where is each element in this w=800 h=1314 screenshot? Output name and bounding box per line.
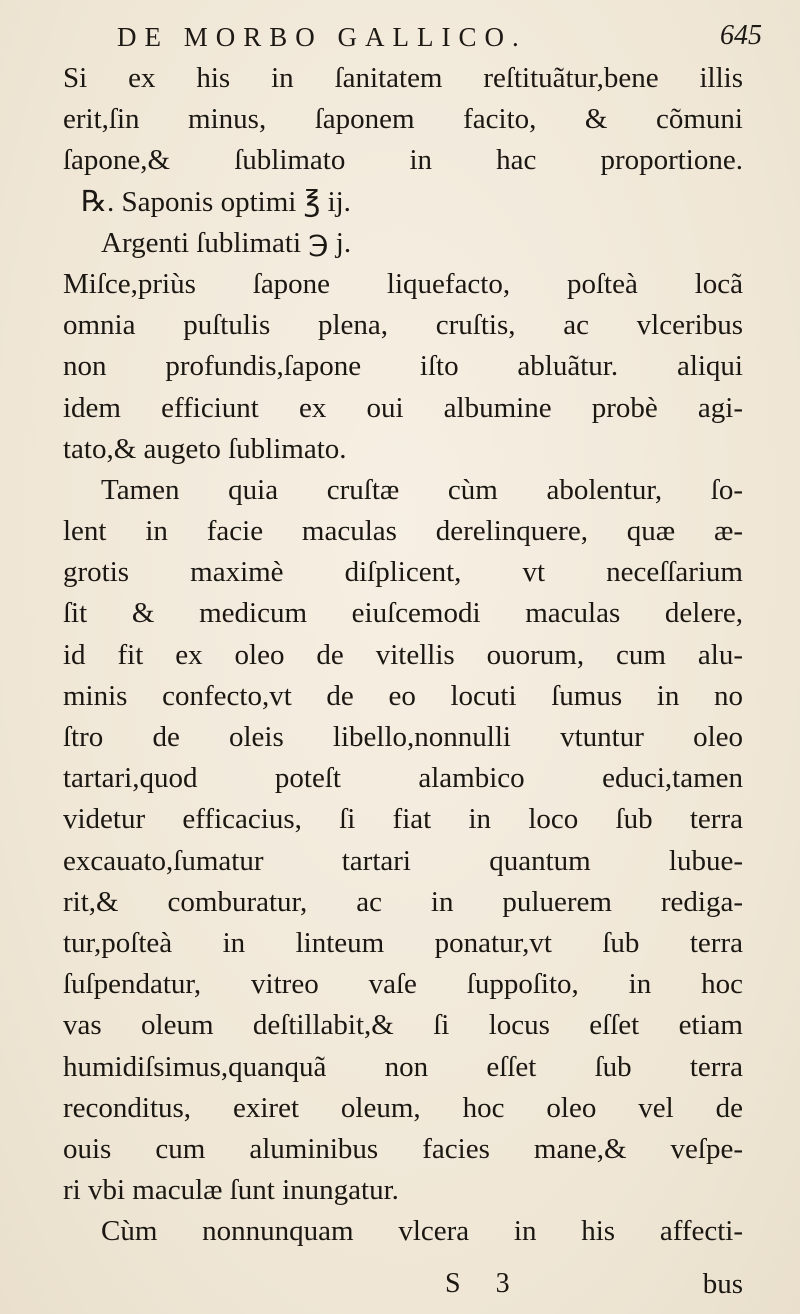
catchword: bus <box>702 1268 743 1300</box>
text-line: excauato,ſumatur tartari quantum lubue- <box>63 844 743 877</box>
paragraph-start-line: Cùm nonnunquam vlcera in his affecti- <box>101 1215 743 1248</box>
text-line: minis confecto,vt de eo locuti ſumus in no <box>63 679 743 712</box>
text-line: tato,& augeto ſublimato. <box>63 432 347 465</box>
recipe-line: ℞. Saponis optimi ℥ ij. <box>81 185 351 218</box>
text-line: humidiſsimus,quanquã non eſſet ſub terra <box>63 1050 743 1083</box>
text-line: Si ex his in ſanitatem reſtituãtur,bene illis <box>63 62 743 94</box>
text-line: non profundis,ſapone iſto abluãtur. aliqui <box>63 350 743 383</box>
running-head <box>62 14 772 58</box>
text-line: id fit ex oleo de vitellis ouorum, cum alu- <box>63 638 743 671</box>
text-line: ouis cum aluminibus facies mane,& veſpe- <box>63 1132 743 1165</box>
text-line: ſtro de oleis libello,nonnulli vtuntur oleo <box>63 721 743 753</box>
paragraph-start-line: Tamen quia cruſtæ cùm abolentur, ſo- <box>101 473 743 506</box>
text-line: ſit & medicum eiuſcemodi maculas delere, <box>63 597 743 630</box>
text-line: ſuſpendatur, vitreo vaſe ſuppoſito, in hoc <box>63 968 743 1001</box>
signature-mark: S 3 <box>445 1268 524 1299</box>
text-line: ſapone,& ſublimato in hac proportione. <box>63 144 743 177</box>
text-line: tartari,quod poteſt alambico educi,tamen <box>63 762 743 795</box>
page-number: 645 <box>720 20 762 51</box>
text-line: videtur efficacius, ſi fiat in loco ſub terra <box>63 803 743 836</box>
text-line: Miſce,priùs ſapone liquefacto, poſteà locã <box>63 267 743 300</box>
running-title: DE MORBO GALLICO. <box>117 22 527 52</box>
text-line: tur,poſteà in linteum ponatur,vt ſub terra <box>63 926 743 959</box>
text-line: omnia puſtulis plena, cruſtis, ac vlceribus <box>63 309 743 342</box>
text-line: lent in facie maculas derelinquere, quæ æ- <box>63 515 743 548</box>
text-line: reconditus, exiret oleum, hoc oleo vel de <box>63 1091 743 1124</box>
text-line: ri vbi maculæ ſunt inungatur. <box>63 1174 399 1207</box>
page-footer <box>63 1268 743 1308</box>
text-line: vas oleum deſtillabit,& ſi locus eſſet etiam <box>63 1009 743 1042</box>
text-line: erit,ſin minus, ſaponem facito, & cõmuni <box>63 103 743 136</box>
text-line: grotis maximè diſplicent, vt neceſſarium <box>63 556 743 589</box>
text-line: idem efficiunt ex oui albumine probè agi- <box>63 391 743 424</box>
text-line: rit,& comburatur, ac in puluerem rediga- <box>63 885 743 918</box>
body-text <box>63 58 743 1252</box>
recipe-line: Argenti ſublimati ℈ j. <box>101 226 352 259</box>
